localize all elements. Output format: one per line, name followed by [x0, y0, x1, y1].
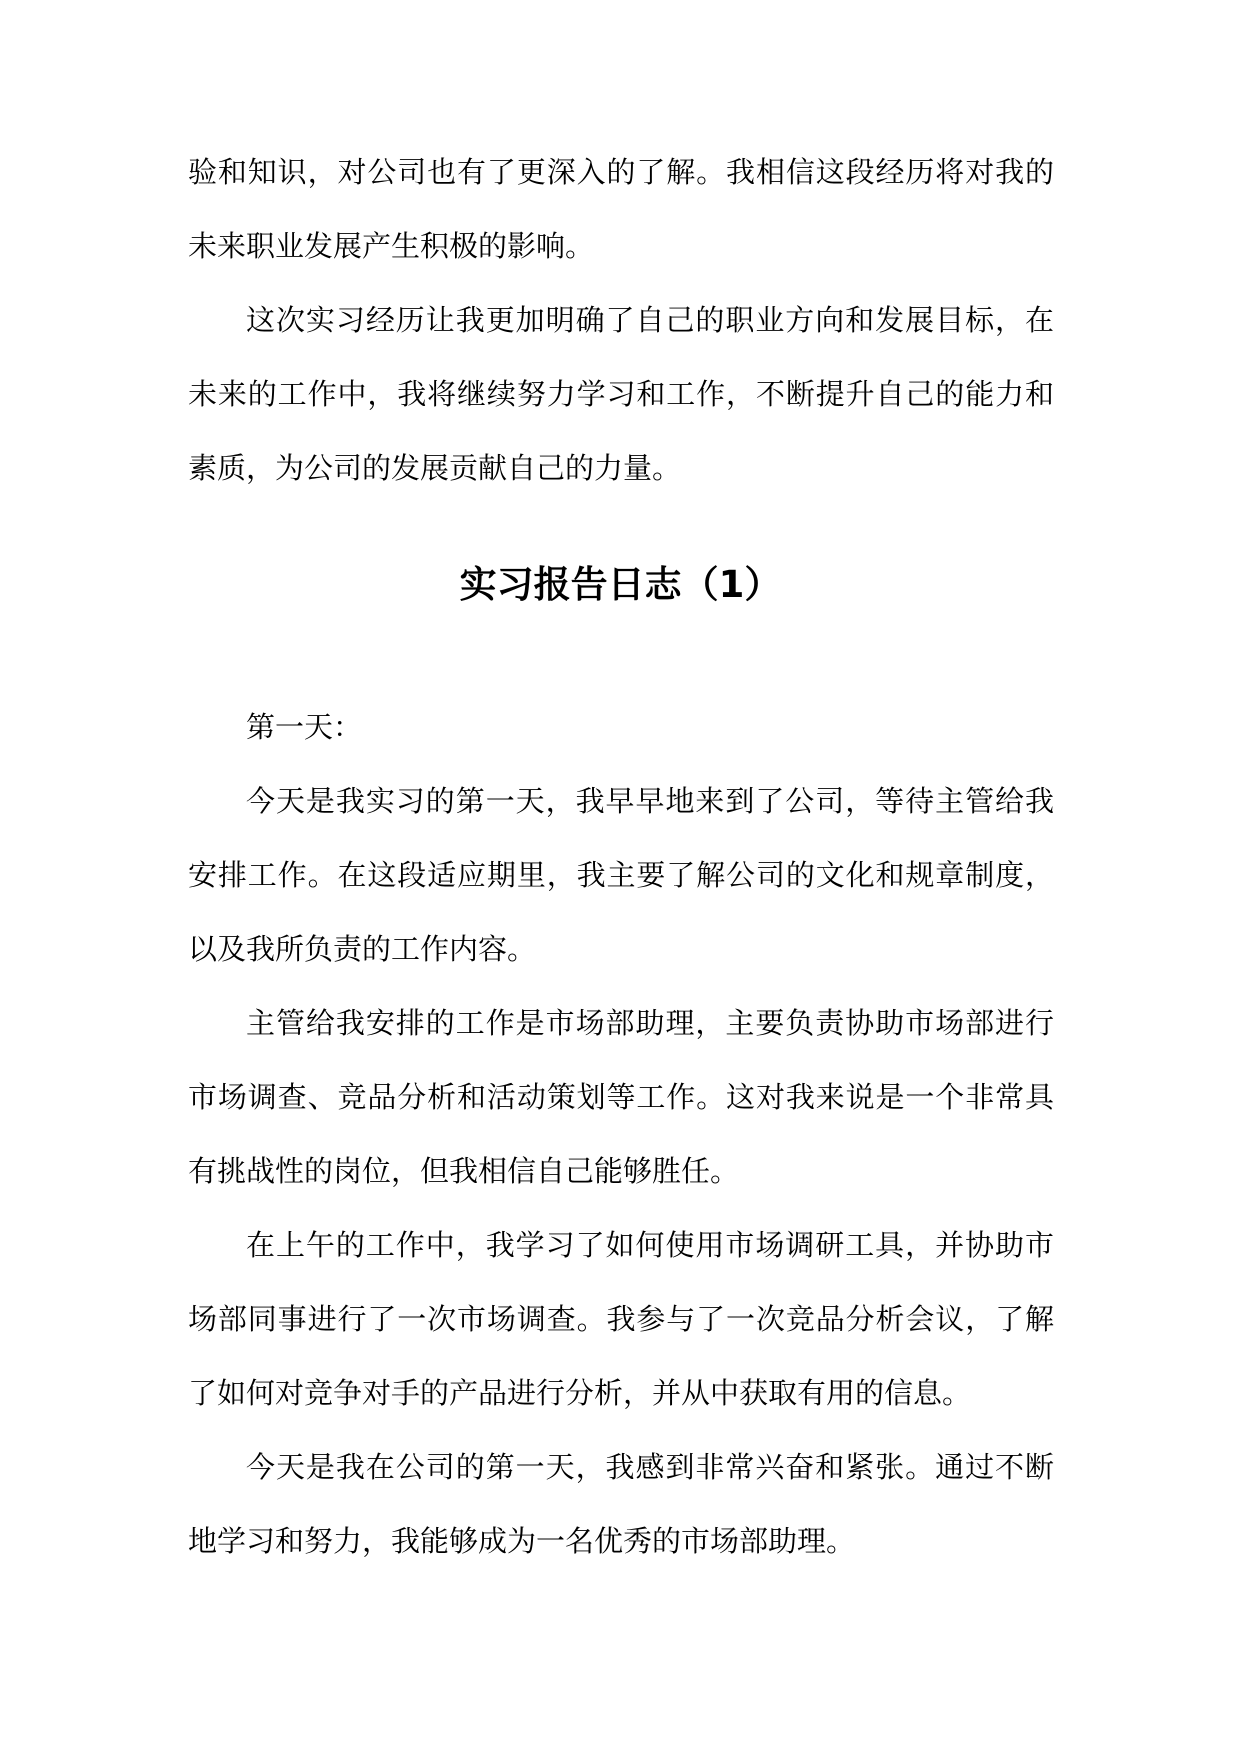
paragraph-day1-arrival: 今天是我实习的第一天，我早早地来到了公司，等待主管给我安排工作。在这段适应期里，我主要了解公司的文化和规章制度，以及我所负责的工作内容。: [188, 784, 1054, 966]
paragraph-continuation: 验和知识，对公司也有了更深入的了解。我相信这段经历将对我的未来职业发展产生积极的影响。: [188, 155, 1054, 263]
paragraph-day1-assignment: 主管给我安排的工作是市场部助理，主要负责协助市场部进行市场调查、竞品分析和活动策划等工作。这对我来说是一个非常具有挑战性的岗位，但我相信自己能够胜任。: [188, 1006, 1054, 1188]
day-label: 第一天：: [246, 710, 363, 744]
section-title: 实习报告日志（1）: [459, 563, 782, 606]
paragraph-day1-feelings: 今天是我在公司的第一天，我感到非常兴奋和紧张。通过不断地学习和努力，我能够成为一名优秀的市场部助理。: [188, 1450, 1054, 1558]
paragraph-conclusion: 这次实习经历让我更加明确了自己的职业方向和发展目标，在未来的工作中，我将继续努力学习和工作，不断提升自己的能力和素质，为公司的发展贡献自己的力量。: [188, 303, 1054, 485]
paragraph-day1-morning: 在上午的工作中，我学习了如何使用市场调研工具，并协助市场部同事进行了一次市场调查。我参与了一次竞品分析会议，了解了如何对竞争对手的产品进行分析，并从中获取有用的信息。: [188, 1228, 1054, 1410]
